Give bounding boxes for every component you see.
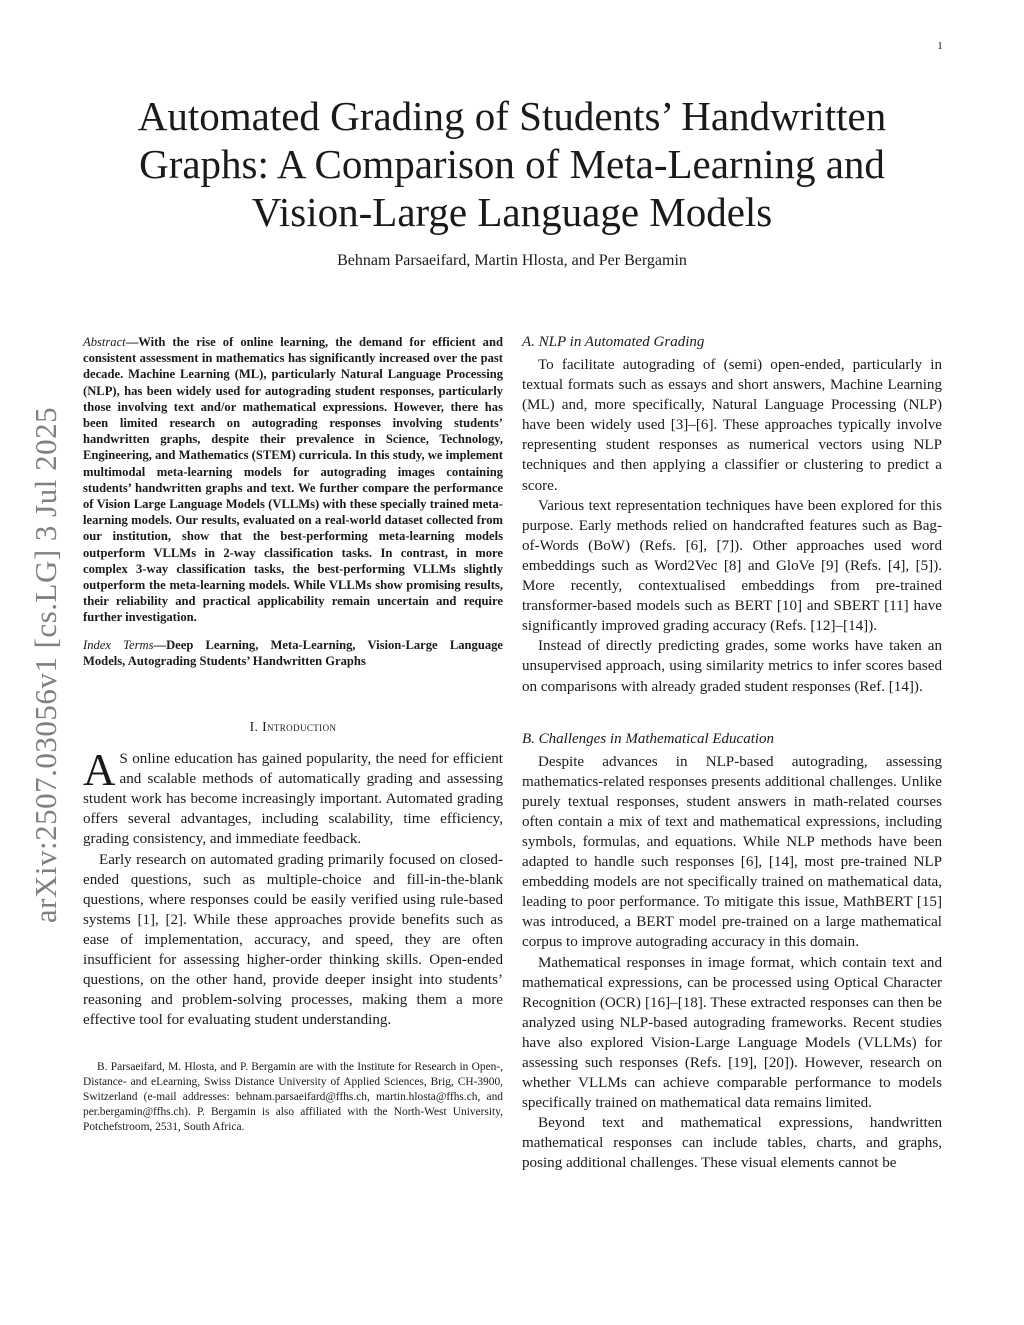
challenges-paragraph-1: Despite advances in NLP-based autograding, assessing mathematics-related responses presents additional challenges. Unlike purely textual responses, student answers in math-related courses often contain a mix of text and mathematical expressions, including symbols, formulas, and equations. While NLP methods have been adapted to handle such responses [6], [14], most pre-trained NLP embedding models are not specifically trained on mathematical data, leading to poor performance. To mitigate this issue, MathBERT [15] was introduced, a BERT model pre-trained on a large mathematical corpus to improve autograding accuracy in this domain. — [522, 753, 942, 951]
nlp-paragraph-1: To facilitate autograding of (semi) open-ended, particularly in textual formats such as essays and short answers, Machine Learning (ML) and, more specifically, Natural Language Processing (NLP) have been widely used [3]–[6]. These approaches typically involve representing student responses as numerical vectors using NLP techniques and then applying a classifier or clustering to predict a score. — [522, 357, 942, 494]
left-column — [83, 334, 503, 1146]
arxiv-identifier-text: arXiv:2507.03056v1 [cs.LG] 3 Jul 2025 — [28, 406, 64, 924]
nlp-paragraph-3: Instead of directly predicting grades, some works have taken an unsupervised approach, using similarity metrics to infer scores based on comparisons with already graded student responses (Ref. [14]). — [522, 638, 942, 695]
right-column — [522, 334, 942, 1174]
abstract — [83, 334, 503, 626]
nlp-paragraph-2: Various text representation techniques have been explored for this purpose. Early methods relied on handcrafted features such as Bag-of-Words (BoW) (Refs. [6], [7]). Other approaches used word embeddings such as Word2Vec [8] and GloVe [9] (Refs. [4], [5]). More recently, contextualised embeddings from pre-trained transformer-based models such as BERT [10] and SBERT [11] have significantly improved grading accuracy (Refs. [12]–[14]). — [522, 497, 942, 635]
abstract-text: —With the rise of online learning, the demand for efficient and consistent assessment in mathematics has significantly increased over the past decade. Machine Learning (ML), particularly Natural Language Processing (NLP), has been widely used for autograding student responses, particularly those involving text and/or mathematical expressions. However, there has been limited research on autograding responses involving students’ handwritten graphs, despite their prevalence in Science, Technology, Engineering, and Mathematics (STEM) curricula. In this study, we implement multimodal meta-learning models for autograding images containing students’ handwritten graphs and text. We further compare the performance of Vision Large Language Models (VLLMs) with these specially trained meta-learning models. Our results, evaluated on a real-world dataset collected from our institution, show that the best-performing meta-learning models outperform VLLMs in 2-way classification tasks. In contrast, in more complex 3-way classification tasks, the best-performing VLLMs slightly outperform the meta-learning models. While VLLMs show promising results, their reliability and practical applicability remain uncertain and require further investigation. — [83, 335, 503, 625]
author-affiliation-footnote: B. Parsaeifard, M. Hlosta, and P. Bergamin are with the Institute for Research in Open-, Distance- and eLearning, Swiss Distance University of Applied Sciences, Brig, CH-3900, Switzerland (e-mail addresses: behnam.parsaeifard@ffhs.ch, martin.hlosta@ffhs.ch, and per.bergamin@ffhs.ch). P. Bergamin is also affiliated with the North-West University, Potchefstroom, 2531, South Africa. — [83, 1061, 503, 1133]
subsection-heading-nlp: A. NLP in Automated Grading — [522, 334, 705, 350]
index-terms-label: Index Terms — [83, 637, 154, 652]
arxiv-identifier-stamp — [16, 385, 76, 945]
abstract-label: Abstract — [83, 335, 126, 349]
title-block — [100, 92, 924, 270]
section-heading-introduction — [83, 719, 503, 735]
section-title: Introduction — [262, 719, 337, 735]
author-list: Behnam Parsaeifard, Martin Hlosta, and Per Bergamin — [337, 252, 687, 269]
section-numeral: I. — [249, 719, 263, 735]
intro-paragraph-2: Early research on automated grading primarily focused on closed-ended questions, such as multiple-choice and fill-in-the-blank questions, where responses could be easily verified using rule-based systems [1], [2]. While these approaches provide benefits such as ease of implementation, accuracy, and speed, they are often insufficient for assessing higher-order thinking skills. Open-ended questions, on the other hand, provide deeper insight into students’ reasoning and problem-solving processes, making them a more effective tool for evaluating student understanding. — [83, 851, 503, 1029]
challenges-paragraph-2: Mathematical responses in image format, which contain text and mathematical expressions, can be processed using Optical Character Recognition (OCR) [16]–[18]. These extracted responses can then be analyzed using NLP-based autograding frameworks. Recent studies have also explored Vision-Large Language Models (VLLMs) for assessing such responses (Refs. [19], [20]). However, research on whether VLLMs can achieve comparable performance to models specifically trained on mathematical data remains limited. — [522, 954, 942, 1112]
intro-paragraph-1-text: S online education has gained popularity, the need for efficient and scalable methods of automatically grading and assessing student work has become increasingly important. Automated grading offers several advantages, including scalability, time efficiency, grading consistency, and immediate feedback. — [83, 751, 503, 848]
challenges-paragraph-3: Beyond text and mathematical expressions, handwritten mathematical responses can include tables, charts, and graphs, posing additional challenges. These visual elements cannot be — [522, 1115, 942, 1172]
index-terms — [83, 637, 503, 669]
page-number: 1 — [937, 40, 943, 52]
intro-paragraph-1 — [83, 745, 503, 849]
paper-title: Automated Grading of Students’ Handwritten Graphs: A Comparison of Meta-Learning and Vision-Large Language Models — [137, 93, 887, 235]
subsection-heading-challenges: B. Challenges in Mathematical Education — [522, 730, 775, 747]
index-terms-text: —Deep Learning, Meta-Learning, Vision-Large Language Models, Autograding Students’ Handwritten Graphs — [83, 637, 504, 668]
drop-cap: A — [83, 745, 116, 796]
